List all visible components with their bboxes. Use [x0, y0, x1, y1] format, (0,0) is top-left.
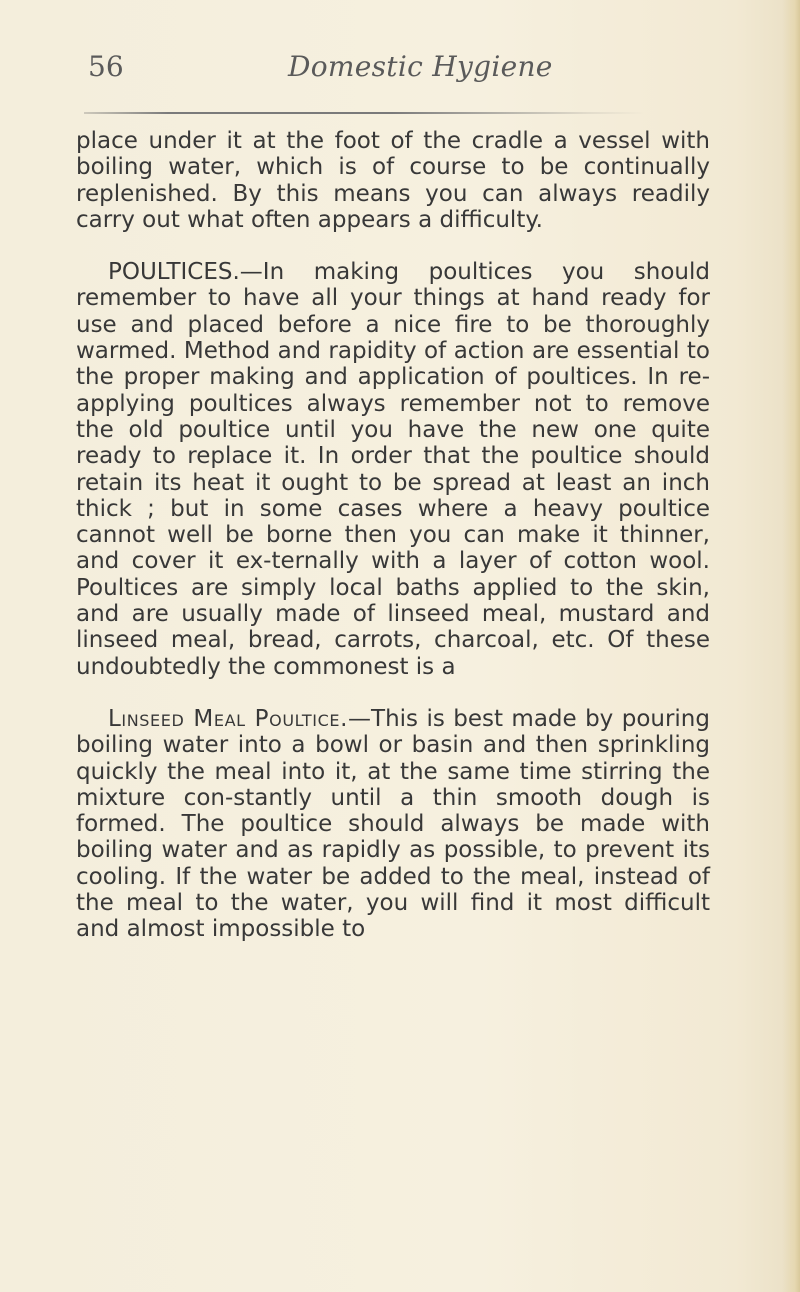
paragraph-intro-text: place under it at the foot of the cradle a vessel with boiling water, which is of course to be continually replenished. By this means you can always readily carry out what often appears a difficulty. [76, 128, 710, 233]
header-rule [84, 112, 644, 114]
paragraph-intro [76, 128, 710, 233]
running-head: Domestic Hygiene [288, 50, 553, 83]
body-text [76, 128, 710, 969]
page-edge-shadow [782, 0, 800, 1292]
page-header [88, 50, 708, 96]
paragraph-linseed [76, 706, 710, 943]
section-heading-poultices: POULTICES. [108, 259, 240, 286]
paragraph-poultices [76, 259, 710, 680]
page-number: 56 [88, 50, 124, 83]
paragraph-poultices-text: —In making poultices you should remember to have all your things at hand ready for use and placed before a nice fire to be thoroughly warmed. Method and rapidity of action are essential to the proper making and application of poultices. In re-applying poultices always remember not to remove the old poultice until you have the new one quite ready to replace it. In order that the poultice should retain its heat it ought to be spread at least an inch thick ; but in some cases where a heavy poultice cannot well be borne then you can make it thinner, and cover it ex-ternally with a layer of cotton wool. Poultices are simply local baths applied to the skin, and are usually made of linseed meal, mustard and linseed meal, bread, carrots, charcoal, etc. Of these undoubtedly the commonest is a [76, 259, 710, 680]
paragraph-linseed-text: —This is best made by pouring boiling water into a bowl or basin and then sprinkling quickly the meal into it, at the same time stirring the mixture con-stantly until a thin smooth dough is formed. The poultice should always be made with boiling water and as rapidly as possible, to prevent its cooling. If the water be added to the meal, instead of the meal to the water, you will find it most difficult and almost impossible to [76, 705, 710, 943]
section-heading-linseed: Linseed Meal Poultice. [108, 705, 349, 732]
